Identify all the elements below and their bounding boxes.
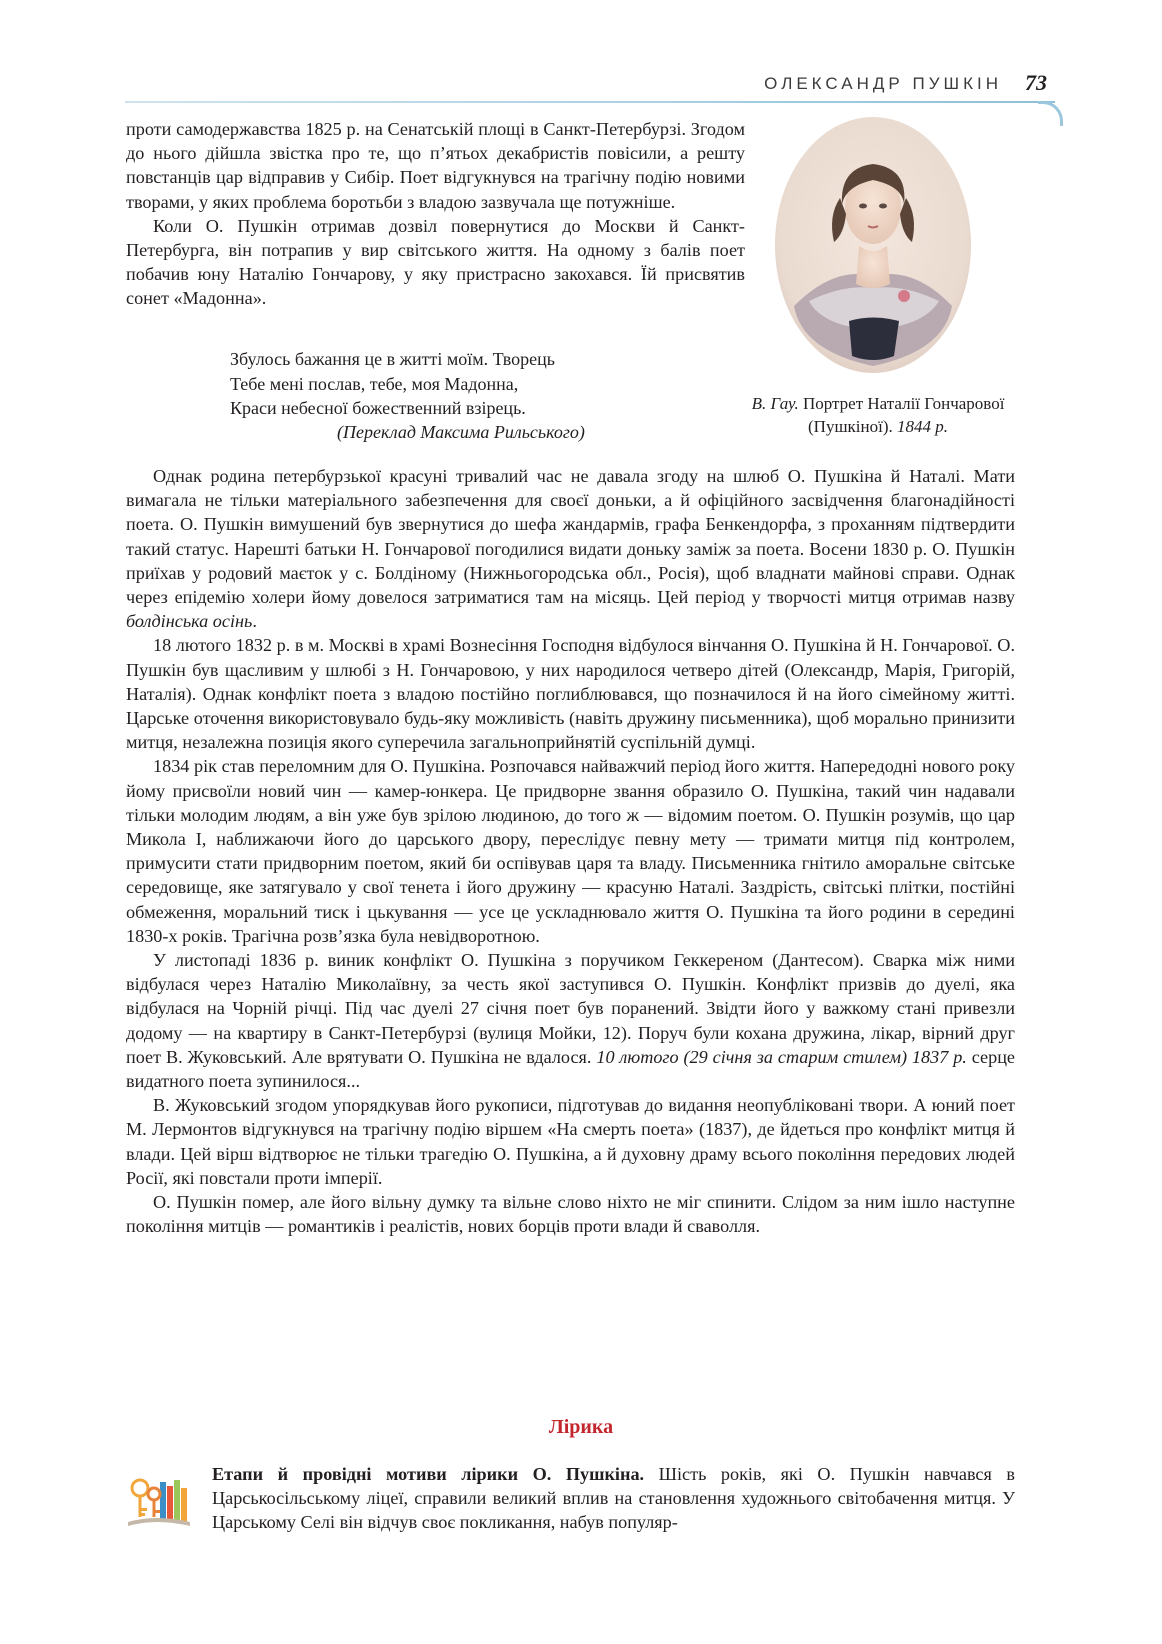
caption-author: В. Гау. bbox=[751, 394, 799, 413]
section-heading: Лірика bbox=[548, 1416, 614, 1438]
poem-translator: (Переклад Максима Рильського) bbox=[337, 422, 585, 442]
body-paragraph: 1834 рік став переломним для О. Пушкіна. Розпочався найважчий період його життя. Напередодні нового року йому присвоїли новий чин — камер-юнкера. Це придворне звання образило О. Пушкіна, такий чин надавали тільки молодим людям, а він уже був зрілою людиною, до того ж — відомим поетом. О. Пушкін розумів, що цар Микола І, наближаючи його до царського двору, переслідує певну мету — тримати митця під контролем, примусити стати придворним поетом, який би оспівував царя та владу. Письменника гнітило аморальне світське середовище, яке затягувало у свої тенета і його дружину — красуню Наталі. Заздрість, світські плітки, постійні обмеження, моральний тиск і цькування — усе це ускладнювало життя О. Пушкіна та його родини в середині 1830-х років. Трагічна розв’язка була невідворотною. bbox=[126, 756, 1015, 946]
body-paragraph: У листопаді 1836 р. виник конфлікт О. Пушкіна з поручиком Геккереном (Дантесом). Сварка між ними відбулася через Наталію Миколаївну, за честь якої заступився О. Пушкін. Конфлікт призвів до дуелі, яка відбулася на Чорній річці. Під час дуелі 27 січня поет був поранений. Звідти його у важкому стані привезли додому — на квартиру в Санкт-Петербурзі (вулиця Мойки, 12). Поруч були кохана дружина, лікар, вірний друг поет В. Жуковський. Але врятувати О. Пушкіна не вдалося. 10 лютого (29 січня за старим стилем) 1837 р. серце видатного поета зупинилося... bbox=[126, 950, 1015, 1092]
poem-line: Краси небесної божественний взірець. bbox=[230, 398, 526, 418]
header-rule bbox=[125, 101, 1055, 103]
poem-line: Збулось бажання це в житті моїм. Творець bbox=[230, 349, 555, 369]
body-paragraph: В. Жуковський згодом упорядкував його рукописи, підготував до видання неопубліковані твори. А юний поет М. Лермонтов відгукнувся на трагічну подію віршем «На смерть поета» (1837), де йдеться про конфлікт митця й влади. Цей вірш відтворює не тільки трагедію О. Пушкіна, а й духовну драму всього покоління передових людей Росії, які повстали проти імперії. bbox=[126, 1095, 1015, 1188]
lyric-intro bbox=[212, 1462, 1015, 1535]
caption-year: 1844 р. bbox=[897, 417, 948, 436]
running-title: ОЛЕКСАНДР ПУШКІН bbox=[764, 74, 1002, 93]
intro-paragraph: Коли О. Пушкін отримав дозвіл повернутися до Москви й Санкт-Петербурга, він потрапив у вир світського життя. На одному з балів поет побачив юну Наталію Гончарову, у яку пристрасно закохався. Їй присвятив сонет «Мадонна». bbox=[126, 215, 745, 309]
main-text bbox=[126, 464, 1015, 1239]
lyric-lead-bold: Етапи й провідні мотиви лірики О. Пушкіна. bbox=[212, 1464, 645, 1484]
header-rule-hook bbox=[1038, 101, 1063, 126]
page-number: 73 bbox=[1025, 70, 1047, 95]
poem-quote bbox=[230, 347, 610, 421]
lyric-lead-text: Шість років, які О. Пушкін навчався в Царськосільському ліцеї, справили великий вплив на становлення художнього світобачення митця. У Царському Селі він відчув своє покликання, набув популяр- bbox=[212, 1464, 1015, 1533]
portrait-image bbox=[774, 116, 972, 374]
poem-line: Тебе мені послав, тебе, моя Мадонна, bbox=[230, 373, 519, 394]
body-paragraph: О. Пушкін помер, але його вільну думку та вільне слово ніхто не міг спинити. Слідом за ним ішло наступне покоління митців — романтиків і реалістів, нових борців проти влади й сваволля. bbox=[126, 1192, 1015, 1237]
portrait-caption bbox=[748, 392, 1008, 438]
caption-text: Портрет Наталії Гончарової (Пушкіної). bbox=[802, 394, 1005, 436]
books-keys-icon bbox=[126, 1474, 192, 1530]
intro-paragraph: проти самодержавства 1825 р. на Сенатській площі в Санкт-Петербурзі. Згодом до нього дійшла звістка про те, що п’ятьох декабристів повісили, а решту повстанців цар відправив у Сибір. Поет відгукнувся на трагічну подію новими творами, у яких проблема боротьби з владою зазвучала ще потужніше. bbox=[126, 119, 745, 212]
body-paragraph: Однак родина петербурзької красуні тривалий час не давала згоду на шлюб О. Пушкіна й Наталі. Мати вимагала не тільки матеріального забезпечення для своєї доньки, а й офіційного засвідчення благонадійності поета. О. Пушкін вимушений був звернутися до шефа жандармів, графа Бенкендорфа, з проханням підтвердити такий статус. Нарешті батьки Н. Гончарової погодилися видати доньку заміж за поета. Восени 1830 р. О. Пушкін приїхав у родовий маєток у с. Болдіному (Нижньогородська обл., Росія), щоб владнати майнові справи. Однак через епідемію холери йому довелося затриматися там на місяць. Цей період у творчості митця отримав назву болдінська осінь. bbox=[126, 466, 1015, 632]
intro-column bbox=[126, 117, 745, 311]
body-paragraph: 18 лютого 1832 р. в м. Москві в храмі Вознесіння Господня відбулося вінчання О. Пушкіна й Н. Гончарової. О. Пушкін був щасливим у шлюбі з Н. Гончаровою, у них народилося четверо дітей (Олександр, Марія, Григорій, Наталія). Однак конфлікт поета з владою постійно поглиблювався, що позначилося й на його сімейному житті. Царське оточення використовувало будь-яку можливість (навіть дружину письменника), щоб морально принизити митця, незалежна позиція якого суперечила загальноприйнятій суспільній думці. bbox=[126, 635, 1015, 753]
